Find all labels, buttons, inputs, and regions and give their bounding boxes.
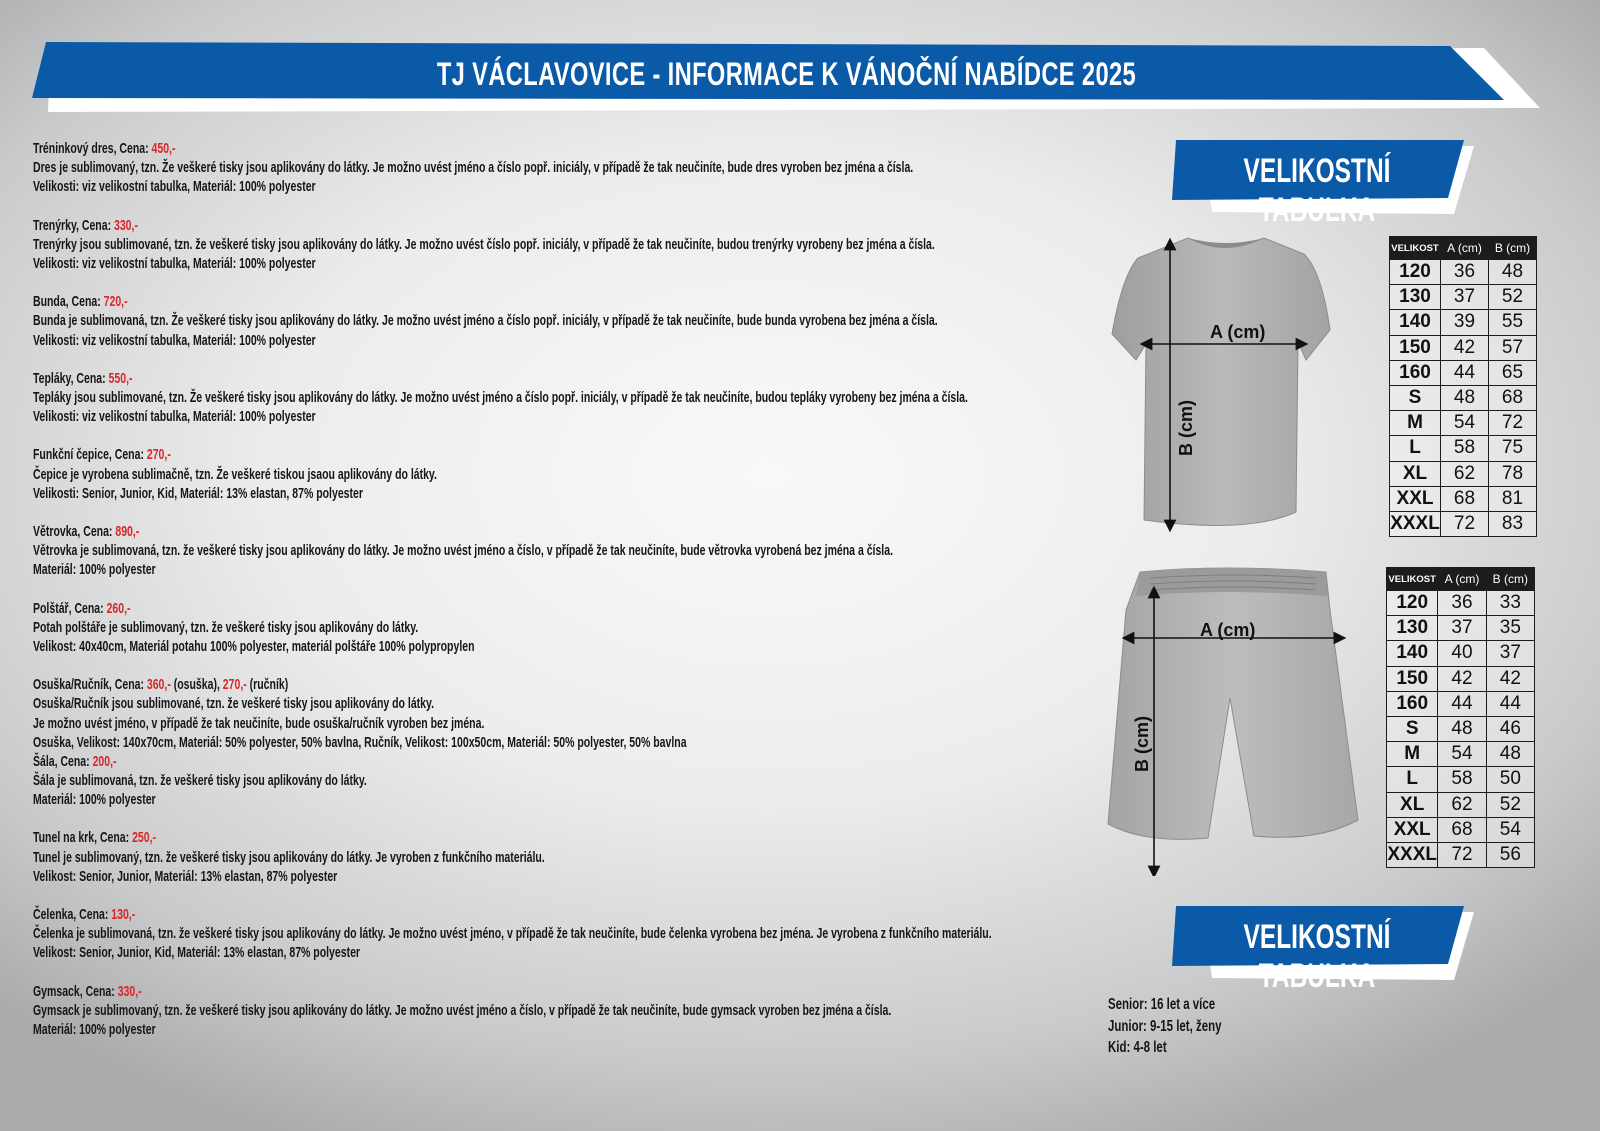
product-heading [33, 753, 818, 772]
size-table-row [1387, 792, 1535, 817]
size-value-cell: 83 [1489, 511, 1537, 536]
size-value-cell: 48 [1438, 716, 1486, 741]
size-table-row [1390, 260, 1537, 285]
size-table-row [1387, 767, 1535, 792]
product-price: 720,- [103, 294, 128, 311]
size-table-header-cell: A (cm) [1438, 568, 1486, 591]
product-heading [33, 983, 818, 1002]
product-description-line: Materiál: 100% polyester [33, 562, 156, 579]
product-item [33, 523, 1123, 600]
size-value-cell: 46 [1486, 716, 1534, 741]
product-item [33, 983, 1123, 1060]
size-value-cell: 78 [1489, 461, 1537, 486]
size-value-cell: 44 [1486, 691, 1534, 716]
product-heading [33, 370, 818, 389]
size-table-row [1390, 335, 1537, 360]
size-table-row [1387, 742, 1535, 767]
product-price: 550,- [108, 370, 133, 387]
product-item [33, 293, 1123, 370]
size-table-row [1387, 616, 1535, 641]
size-value-cell: 54 [1441, 411, 1489, 436]
size-table-header-row [1387, 568, 1535, 591]
shirt-size-table [1389, 236, 1537, 537]
product-description-line: Materiál: 100% polyester [33, 1021, 156, 1038]
product-description-line: Tepláky jsou sublimované, tzn. Že veškeré tisky jsou aplikovány do látky. Je možno uvést jméno a číslo popř. iniciály, v případě že tak neučiníte, budou tepláky vyrobeny bez jména a čísla. [33, 389, 968, 406]
size-label-cell: S [1387, 716, 1438, 741]
age-group-line: Kid: 4-8 let [1108, 1039, 1167, 1056]
size-value-cell: 37 [1441, 285, 1489, 310]
size-value-cell: 68 [1438, 817, 1486, 842]
product-item [33, 140, 1123, 217]
page-title: TJ VÁCLAVOVICE - INFORMACE K VÁNOČNÍ NABÍDCE 2025 [436, 56, 1136, 92]
product-name: Čelenka, Cena: [33, 906, 112, 923]
product-description-line: Potah polštáře je sublimovaný, tzn. že veškeré tisky jsou aplikovány do látky. [33, 619, 419, 636]
size-value-cell: 42 [1486, 666, 1534, 691]
size-table-header-cell: VELIKOST [1390, 237, 1441, 260]
product-description-line: Bunda je sublimovaná, tzn. Že veškeré tisky jsou aplikovány do látky. Je možno uvést jméno a číslo popř. iniciály, v případě že tak neučiníte, bude bunda vyrobena bez jména a čísla. [33, 313, 938, 330]
product-name: Osuška/Ručník, Cena: [33, 677, 147, 694]
size-table-row [1390, 436, 1537, 461]
size-value-cell: 81 [1489, 486, 1537, 511]
product-price: 200,- [92, 753, 117, 770]
product-description-line: Velikost: Senior, Junior, Materiál: 13% elastan, 87% polyester [33, 868, 338, 885]
size-value-cell: 40 [1438, 641, 1486, 666]
shirt-dim-a-label: A (cm) [1210, 322, 1266, 342]
product-heading [33, 600, 818, 619]
size-value-cell: 54 [1486, 817, 1534, 842]
size-value-cell: 57 [1489, 335, 1537, 360]
size-label-cell: 160 [1387, 691, 1438, 716]
size-label-cell: 150 [1387, 666, 1438, 691]
size-table-title-bottom: VELIKOSTNÍ TABULKA [1243, 918, 1391, 995]
size-label-cell: 140 [1387, 641, 1438, 666]
size-label-cell: 130 [1390, 285, 1441, 310]
size-value-cell: 65 [1489, 360, 1537, 385]
product-heading [33, 446, 818, 465]
product-heading [33, 293, 818, 312]
product-description-line: Velikosti: Senior, Junior, Kid, Materiál: 13% elastan, 87% polyester [33, 485, 363, 502]
size-value-cell: 68 [1441, 486, 1489, 511]
size-value-cell: 54 [1438, 742, 1486, 767]
size-label-cell: L [1387, 767, 1438, 792]
size-table-row [1390, 310, 1537, 335]
product-description-line: Tunel je sublimovaný, tzn. že veškeré tisky jsou aplikovány do látky. Je vyroben z funkčního materiálu. [33, 849, 545, 866]
size-value-cell: 50 [1486, 767, 1534, 792]
product-description-line: Velikosti: viz velikostní tabulka, Materiál: 100% polyester [33, 409, 316, 426]
size-table-row [1390, 511, 1537, 536]
product-heading [33, 523, 818, 542]
product-heading [33, 140, 818, 159]
size-label-cell: 130 [1387, 616, 1438, 641]
shorts-dim-b-label: B (cm) [1132, 715, 1152, 773]
product-item [33, 217, 1123, 294]
shirt-dim-b-label: B (cm) [1176, 399, 1196, 457]
product-description-line: Velikost: Senior, Junior, Kid, Materiál: 13% elastan, 87% polyester [33, 945, 361, 962]
product-price: 130,- [111, 906, 136, 923]
product-item [33, 676, 1123, 753]
shorts-illustration [1104, 566, 1364, 876]
size-value-cell: 44 [1441, 360, 1489, 385]
size-table-row [1390, 385, 1537, 410]
size-table-header-cell: VELIKOST [1387, 568, 1438, 591]
size-label-cell: XL [1390, 461, 1441, 486]
product-description-line: Velikosti: viz velikostní tabulka, Materiál: 100% polyester [33, 332, 316, 349]
size-label-cell: 120 [1390, 260, 1441, 285]
size-label-cell: XXXL [1387, 842, 1438, 867]
size-table-row [1390, 360, 1537, 385]
size-label-cell: XXL [1387, 817, 1438, 842]
product-price: 250,- [132, 830, 157, 847]
product-price: 360,- [146, 677, 171, 694]
product-item [33, 370, 1123, 447]
size-value-cell: 37 [1486, 641, 1534, 666]
size-value-cell: 72 [1441, 511, 1489, 536]
product-description-line: Je možno uvést jméno, v případě že tak neučiníte, bude osuška/ručník vyroben bez jména. [33, 715, 485, 732]
size-label-cell: 150 [1390, 335, 1441, 360]
product-description-line: Gymsack je sublimovaný, tzn. že veškeré tisky jsou aplikovány do látky. Je možno uvést jméno a číslo, v případě že tak neučiníte, bude gymsack vyroben bez jména a čísla. [33, 1002, 892, 1019]
age-group-line: Junior: 9-15 let, ženy [1108, 1017, 1222, 1035]
size-table-row [1387, 716, 1535, 741]
size-value-cell: 58 [1441, 436, 1489, 461]
product-description-line: Osuška/Ručník jsou sublimované, tzn. že veškeré tisky jsou aplikovány do látky. [33, 696, 434, 713]
product-heading [33, 217, 818, 236]
size-value-cell: 39 [1441, 310, 1489, 335]
size-table-row [1390, 285, 1537, 310]
size-label-cell: 160 [1390, 360, 1441, 385]
size-table-header-cell: B (cm) [1489, 237, 1537, 260]
product-item [33, 829, 1123, 906]
product-description-line: Velikost: 40x40cm, Materiál potahu 100% polyester, materiál polštáře 100% polypropylen [33, 638, 475, 655]
size-value-cell: 37 [1438, 616, 1486, 641]
age-groups [1108, 994, 1261, 1059]
product-price-note-2: (ručník) [246, 677, 289, 694]
shorts-size-table [1386, 567, 1535, 868]
size-table-row [1387, 817, 1535, 842]
size-value-cell: 55 [1489, 310, 1537, 335]
size-value-cell: 58 [1438, 767, 1486, 792]
product-description-line: Čepice je vyrobena sublimačně, tzn. Že veškeré tiskou jsaou aplikovány do látky. [33, 466, 437, 483]
size-value-cell: 48 [1441, 385, 1489, 410]
product-price-note: (osuška), [170, 677, 223, 694]
size-value-cell: 35 [1486, 616, 1534, 641]
size-value-cell: 62 [1441, 461, 1489, 486]
size-label-cell: S [1390, 385, 1441, 410]
product-description-line: Dres je sublimovaný, tzn. Že veškeré tisky jsou aplikovány do látky. Je možno uvést jméno a číslo popř. iniciály, v případě že tak neučiníte, bude dres vyroben bez jména a čísla. [33, 160, 914, 177]
product-description-line: Trenýrky jsou sublimované, tzn. že veškeré tisky jsou aplikovány do látky. Je možno uvést číslo popř. iniciály, v případě že tak neučiníte, budou trenýrky vyrobeny bez jména a čísla. [33, 236, 935, 253]
product-description-line: Velikosti: viz velikostní tabulka, Materiál: 100% polyester [33, 179, 316, 196]
product-name: Tepláky, Cena: [33, 370, 109, 387]
product-name: Bunda, Cena: [33, 294, 104, 311]
age-group-line: Senior: 16 let a více [1108, 996, 1216, 1013]
size-label-cell: 120 [1387, 591, 1438, 616]
header-banner [32, 42, 1540, 114]
size-table-row [1387, 691, 1535, 716]
tshirt-illustration [1108, 232, 1348, 538]
product-price: 450,- [151, 141, 176, 157]
product-price-2: 270,- [222, 677, 247, 694]
product-name: Trenýrky, Cena: [33, 217, 114, 234]
size-table-header-cell: A (cm) [1441, 237, 1489, 260]
product-description-line: Velikosti: viz velikostní tabulka, Materiál: 100% polyester [33, 256, 316, 272]
product-price: 330,- [117, 983, 142, 1000]
size-table-heading-top [1172, 140, 1474, 229]
size-value-cell: 75 [1489, 436, 1537, 461]
size-value-cell: 56 [1486, 842, 1534, 867]
product-description-line: Osuška, Velikost: 140x70cm, Materiál: 50% polyester, 50% bavlna, Ručník, Velikost: 100x50cm, Materiál: 50% polyester, 50% bavlna [33, 734, 687, 751]
product-price: 270,- [146, 447, 171, 464]
size-value-cell: 52 [1486, 792, 1534, 817]
size-table-row [1390, 461, 1537, 486]
product-heading [33, 676, 818, 695]
size-label-cell: 140 [1390, 310, 1441, 335]
size-value-cell: 42 [1438, 666, 1486, 691]
size-table-row [1390, 411, 1537, 436]
product-description-line: Větrovka je sublimovaná, tzn. že veškeré tisky jsou aplikovány do látky. Je možno uvést jméno a číslo, v případě že tak neučiníte, bude větrovka vyrobená bez jména a čísla. [33, 543, 893, 560]
product-name: Funkční čepice, Cena: [33, 447, 147, 464]
size-label-cell: M [1387, 742, 1438, 767]
product-item [33, 753, 1123, 830]
size-value-cell: 33 [1486, 591, 1534, 616]
size-table-row [1390, 486, 1537, 511]
size-table-row [1387, 842, 1535, 867]
product-list [33, 140, 1123, 1059]
size-value-cell: 48 [1489, 260, 1537, 285]
size-label-cell: L [1390, 436, 1441, 461]
size-label-cell: XXXL [1390, 511, 1441, 536]
product-price: 890,- [115, 523, 140, 540]
size-table-heading-bottom [1172, 906, 1474, 995]
size-value-cell: 72 [1438, 842, 1486, 867]
product-name: Šála, Cena: [33, 753, 93, 770]
size-value-cell: 42 [1441, 335, 1489, 360]
size-label-cell: M [1390, 411, 1441, 436]
product-name: Větrovka, Cena: [33, 523, 116, 540]
product-description-line: Šála je sublimovaná, tzn. že veškeré tisky jsou aplikovány do látky. [33, 772, 367, 789]
product-heading [33, 906, 818, 925]
size-table-row [1387, 641, 1535, 666]
size-value-cell: 68 [1489, 385, 1537, 410]
size-label-cell: XXL [1390, 486, 1441, 511]
size-table-header-cell: B (cm) [1486, 568, 1534, 591]
product-description-line: Materiál: 100% polyester [33, 792, 156, 809]
size-table-header-row [1390, 237, 1537, 260]
product-description-line: Čelenka je sublimovaná, tzn. že veškeré tisky jsou aplikovány do látky. Je možno uvést jméno, v případě že tak neučiníte, bude čelenka vyrobena bez jména. Je vyrobena z funkčního materiálu. [33, 926, 992, 943]
size-table-row [1387, 666, 1535, 691]
shorts-dim-a-label: A (cm) [1200, 620, 1256, 640]
product-name: Gymsack, Cena: [33, 983, 118, 1000]
product-price: 330,- [113, 217, 138, 234]
size-value-cell: 52 [1489, 285, 1537, 310]
product-name: Polštář, Cena: [33, 600, 107, 617]
size-value-cell: 62 [1438, 792, 1486, 817]
product-item [33, 446, 1123, 523]
size-value-cell: 36 [1438, 591, 1486, 616]
size-label-cell: XL [1387, 792, 1438, 817]
size-value-cell: 44 [1438, 691, 1486, 716]
product-item [33, 600, 1123, 677]
product-heading [33, 829, 818, 848]
size-table-row [1387, 591, 1535, 616]
size-table-title: VELIKOSTNÍ TABULKA [1243, 152, 1391, 229]
size-value-cell: 72 [1489, 411, 1537, 436]
product-item [33, 906, 1123, 983]
size-value-cell: 36 [1441, 260, 1489, 285]
product-name: Tréninkový dres, Cena: [33, 141, 152, 157]
size-value-cell: 48 [1486, 742, 1534, 767]
product-price: 260,- [106, 600, 131, 617]
product-name: Tunel na krk, Cena: [33, 830, 133, 847]
